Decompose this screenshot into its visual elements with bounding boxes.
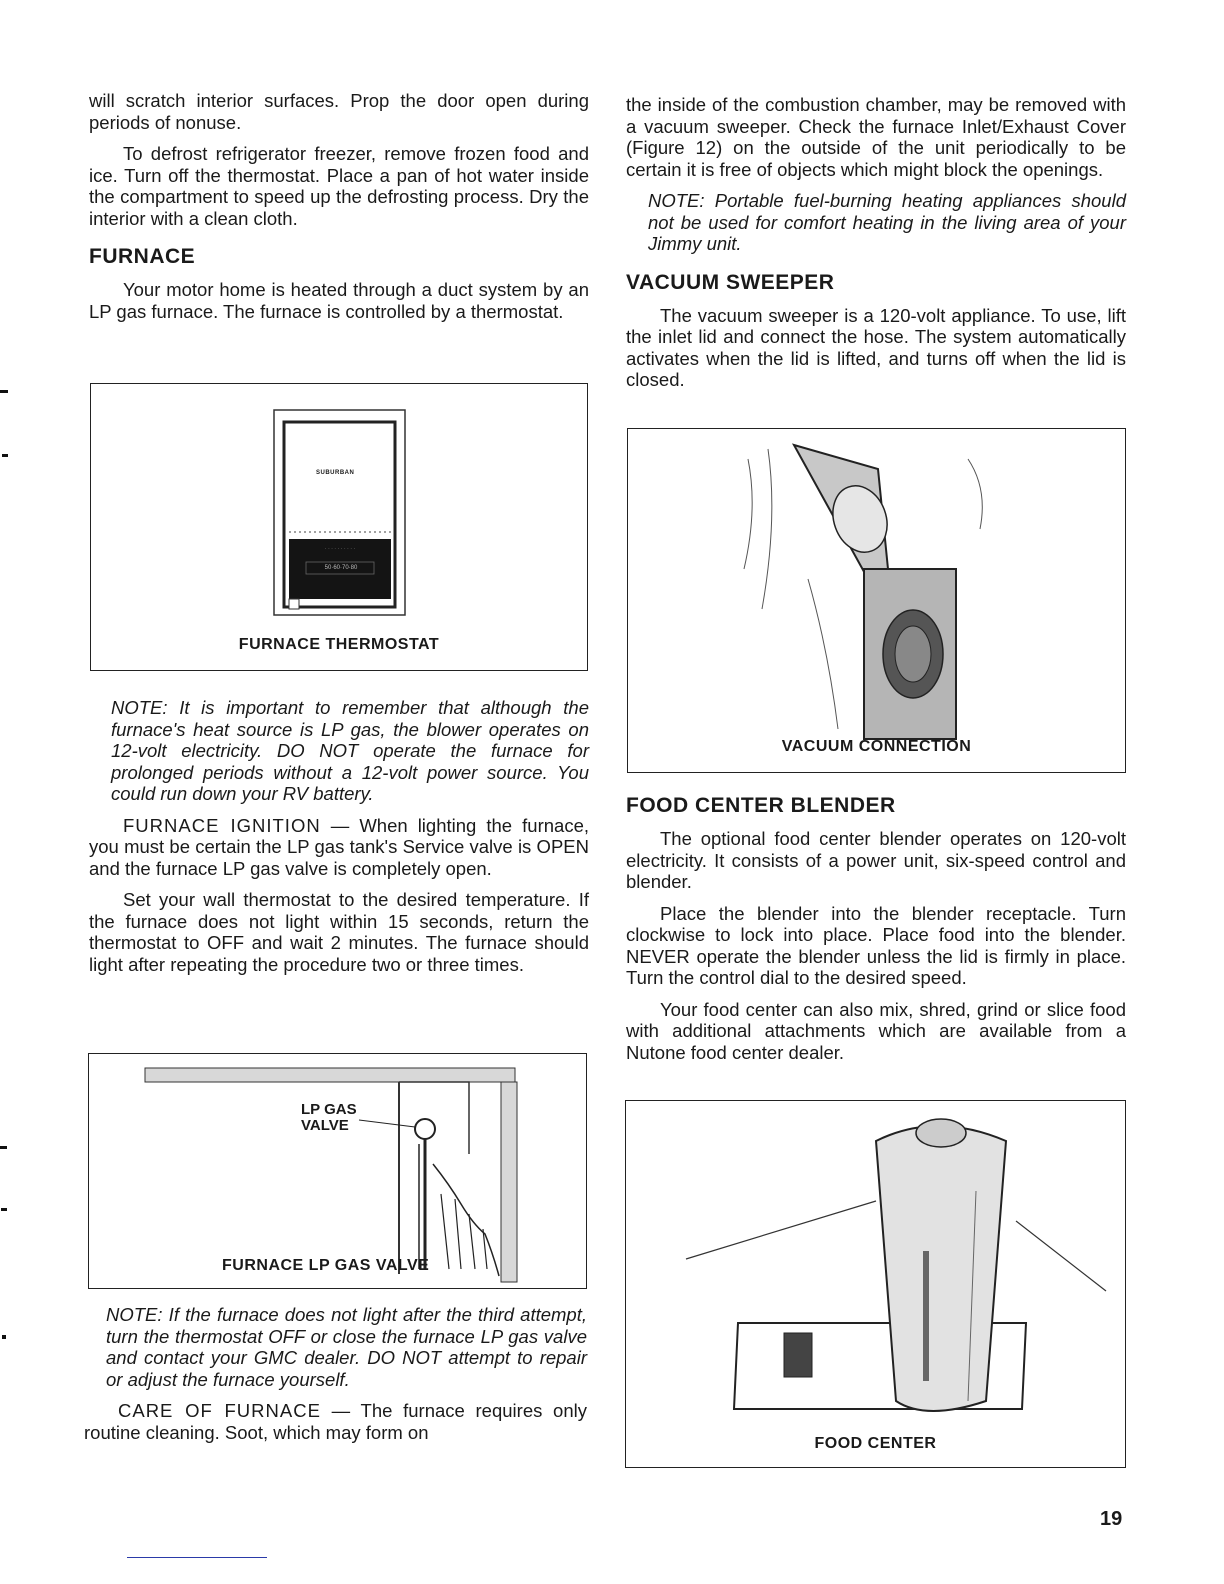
- food-center-blender-heading: FOOD CENTER BLENDER: [626, 794, 896, 817]
- blender-intro-paragraph: The optional food center blender operates on 120-volt electricity. It consists of a power unit, six-speed control and blender.: [626, 828, 1126, 892]
- left-column-middle: [89, 697, 589, 985]
- lp-gas-label-line2: VALVE: [301, 1117, 349, 1134]
- defrost-paragraph: To defrost refrigerator freezer, remove frozen food and ice. Turn off the thermostat. Place a pan of hot water inside the compartment to speed up the defrosting process. Dry the interior with a clean cloth.: [89, 143, 589, 229]
- blender-operation-paragraph: Place the blender into the blender receptacle. Turn clockwise to lock into place. Place food into the blender. NEVER operate the blender unless the lid is firmly in place. Turn the control dial to the desired speed.: [626, 902, 1126, 988]
- furnace-thermostat-caption: FURNACE THERMOSTAT: [238, 636, 440, 653]
- food-center-figure: [625, 1100, 1126, 1468]
- portable-heating-note: NOTE: Portable fuel-burning heating appliances should not be used for comfort heating in the living area of your Jimmy unit.: [648, 190, 1126, 254]
- scan-mark: [127, 1557, 267, 1558]
- scan-mark: [0, 1146, 7, 1149]
- combustion-chamber-paragraph: the inside of the combustion chamber, may be removed with a vacuum sweeper. Check the furnace Inlet/Exhaust Cover (Figure 12) on the outside of the unit periodically to be certain it is free of objects which might block the openings.: [626, 94, 1126, 180]
- left-column: [89, 90, 589, 332]
- care-of-furnace-text: — The furnace requires only routine cleaning. Soot, which may form on: [84, 1400, 587, 1443]
- scan-mark: [1, 1208, 7, 1211]
- vacuum-connection-caption: VACUUM CONNECTION: [781, 738, 972, 755]
- furnace-heading: FURNACE: [89, 245, 196, 268]
- lp-gas-valve-caption: FURNACE LP GAS VALVE: [222, 1257, 430, 1274]
- blender-attachments-paragraph: Your food center can also mix, shred, grind or slice food with additional attachments which are available from a Nutone food center dealer.: [626, 998, 1126, 1063]
- vacuum-inlet-illustration: [628, 429, 1125, 772]
- blower-note: NOTE: It is important to remember that although the furnace's heat source is LP gas, the blower operates on 12-volt electricity. DO NOT operate the furnace for prolonged periods without a 12-volt power source. You could run down your RV battery.: [111, 697, 589, 804]
- thermostat-brand: SUBURBAN: [316, 470, 355, 476]
- lp-gas-valve-illustration: [89, 1054, 586, 1288]
- thermostat-setting-paragraph: Set your wall thermostat to the desired temperature. If the furnace does not light within 15 seconds, return the thermostat to OFF and wait 2 minutes. The furnace should light after repeating the procedure two or three times.: [89, 889, 589, 975]
- food-center-caption: FOOD CENTER: [814, 1435, 937, 1452]
- ignition-failure-note: NOTE: If the furnace does not light after the third attempt, turn the thermostat OFF or close the furnace LP gas valve and contact your GMC dealer. DO NOT attempt to repair or adjust the furnace yourself.: [106, 1304, 587, 1390]
- vacuum-sweeper-paragraph: The vacuum sweeper is a 120-volt appliance. To use, lift the inlet lid and connect the hose. The system automatically activates when the lid is lifted, and turns off when the lid is closed.: [626, 304, 1126, 390]
- right-column: [626, 94, 1126, 401]
- scan-mark: [2, 1335, 6, 1339]
- furnace-ignition-paragraph: [89, 815, 589, 880]
- vacuum-sweeper-heading: VACUUM SWEEPER: [626, 270, 835, 294]
- scan-mark: [2, 454, 8, 457]
- blender-illustration: [626, 1101, 1125, 1467]
- lp-gas-label-line1: LP GAS: [301, 1101, 357, 1118]
- care-of-furnace-paragraph: [84, 1400, 587, 1443]
- thermostat-illustration: [91, 384, 587, 670]
- furnace-ignition-label: FURNACE IGNITION: [123, 814, 321, 836]
- lp-gas-valve-figure: [88, 1053, 587, 1289]
- furnace-ignition-text: — When lighting the furnace, you must be certain the LP gas tank's Service valve is OPEN and the furnace LP gas valve is completely open.: [89, 814, 590, 879]
- furnace-intro-paragraph: Your motor home is heated through a duct system by an LP gas furnace. The furnace is controlled by a thermostat.: [89, 279, 589, 322]
- care-of-furnace-label: CARE OF FURNACE: [118, 1400, 321, 1421]
- page-number: 19: [1100, 1508, 1123, 1530]
- left-column-bottom: [84, 1304, 587, 1453]
- right-column-middle: [626, 778, 1126, 1073]
- vacuum-connection-figure: [627, 428, 1126, 773]
- scan-mark: [0, 390, 8, 393]
- left-paragraph-1: will scratch interior surfaces. Prop the door open during periods of nonuse.: [89, 90, 589, 133]
- svg-text:· · · · · · · · · ·: · · · · · · · · · ·: [324, 546, 356, 552]
- furnace-thermostat-figure: [90, 383, 588, 671]
- thermostat-scale: 50·60·70·80: [324, 565, 358, 571]
